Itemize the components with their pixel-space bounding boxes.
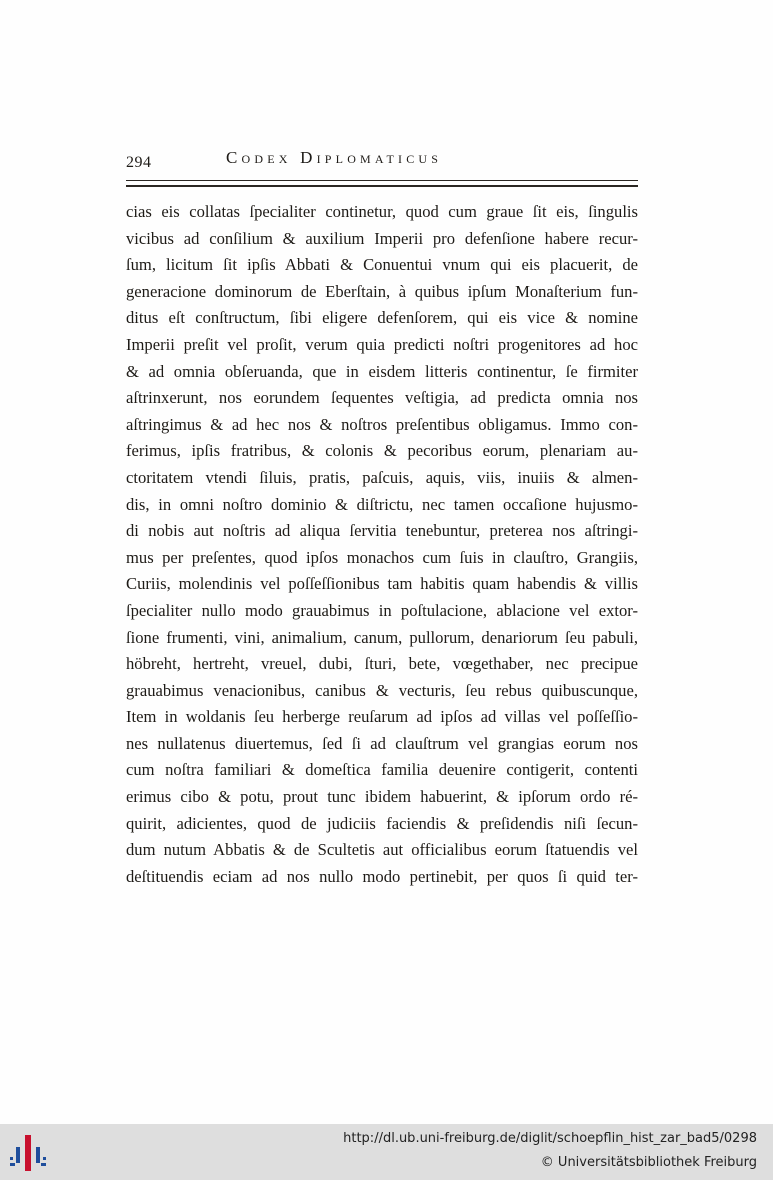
text-line: di nobis aut noſtris ad aliqua ſervitia tenebuntur, preterea nos aſtringi-: [126, 521, 638, 541]
header-rule-thick: [126, 185, 638, 187]
text-line: mus per preſentes, quod ipſos monachos cum ſuis in clauſtro, Grangiis,: [126, 547, 638, 567]
text-line: ſpecialiter nullo modo grauabimus in poſtulacione, ablacione vel extor-: [126, 600, 638, 620]
text-line: Imperii preſit vel proſit, verum quia predicti noſtri progenitores ad hoc: [126, 334, 638, 354]
text-line: ſum, licitum ſit ipſis Abbati & Conuentui vnum qui eis placuerit, de: [126, 255, 638, 275]
text-line: ſione frumenti, vini, animalium, canum, pullorum, denariorum ſeu pabuli,: [126, 627, 638, 647]
text-line: cias eis collatas ſpecialiter continetur, quod cum graue ſit eis, ſingulis: [126, 202, 638, 221]
ub-freiburg-logo-icon[interactable]: [8, 1133, 48, 1173]
text-line: deſtituendis eciam ad nos nullo modo pertinebit, per quos ſi quid ter-: [126, 866, 638, 886]
viewer-footer: [0, 1124, 773, 1180]
page-number: 294: [126, 154, 152, 171]
text-line: dum nutum Abbatis & de Scultetis aut officialibus eorum ſtatuendis vel: [126, 840, 638, 860]
text-line: nes nullatenus diuertemus, ſed ſi ad clauſtrum vel grangias eorum nos: [126, 733, 638, 753]
text-line: aſtrinxerunt, nos eorundem ſequentes veſtigia, ad predicta omnia nos: [126, 388, 638, 408]
body-text: [126, 199, 638, 890]
text-line: Curiis, molendinis vel poſſeſſionibus tam habitis quam habendis & villis: [126, 574, 638, 594]
text-line: cum noſtra familiari & domeſtica familia deuenire contigerit, contenti: [126, 760, 638, 780]
text-line: erimus cibo & potu, prout tunc ibidem habuerint, & ipſorum ordo ré-: [126, 787, 638, 807]
text-line: grauabimus venacionibus, canibus & vecturis, ſeu rebus quibuscunque,: [126, 680, 638, 700]
text-line: generacione dominorum de Eberſtain, à quibus ipſum Monaſterium fun-: [126, 281, 638, 301]
text-line: & ad omnia obſeruanda, que in eisdem litteris continentur, ſe firmiter: [126, 361, 638, 381]
permalink-url[interactable]: http://dl.ub.uni-freiburg.de/diglit/schoepflin_hist_zar_bad5/0298: [343, 1131, 757, 1146]
text-line: höbreht, hertreht, vreuel, dubi, ſturi, bete, vœgethaber, nec precipue: [126, 654, 638, 674]
text-line: ditus eſt conſtructum, ſibi eligere defenſorem, qui eis vice & nomine: [126, 308, 638, 328]
copyright-notice: © Universitätsbibliothek Freiburg: [540, 1155, 757, 1170]
text-line: ctoritatem vtendi ſiluis, pratis, paſcuis, aquis, viis, inuiis & almen-: [126, 467, 638, 487]
text-line: Item in woldanis ſeu herberge reuſarum ad ipſos ad villas vel poſſeſſio-: [126, 707, 638, 727]
text-line: ferimus, ipſis fratribus, & colonis & pecoribus eorum, plenariam au-: [126, 441, 638, 461]
text-line: aſtringimus & ad hec nos & noſtros preſentibus obligamus. Immo con-: [126, 414, 638, 434]
header-rule-thin: [126, 180, 638, 181]
text-line: quirit, adicientes, quod de judiciis faciendis & preſidendis niſi ſecun-: [126, 813, 638, 833]
text-line: dis, in omni noſtro dominio & diſtrictu, nec tamen occaſione hujusmo-: [126, 494, 638, 514]
text-line: vicibus ad conſilium & auxilium Imperii pro defenſione habere recur-: [126, 228, 638, 248]
running-title: Codex Diplomaticus: [226, 148, 443, 167]
